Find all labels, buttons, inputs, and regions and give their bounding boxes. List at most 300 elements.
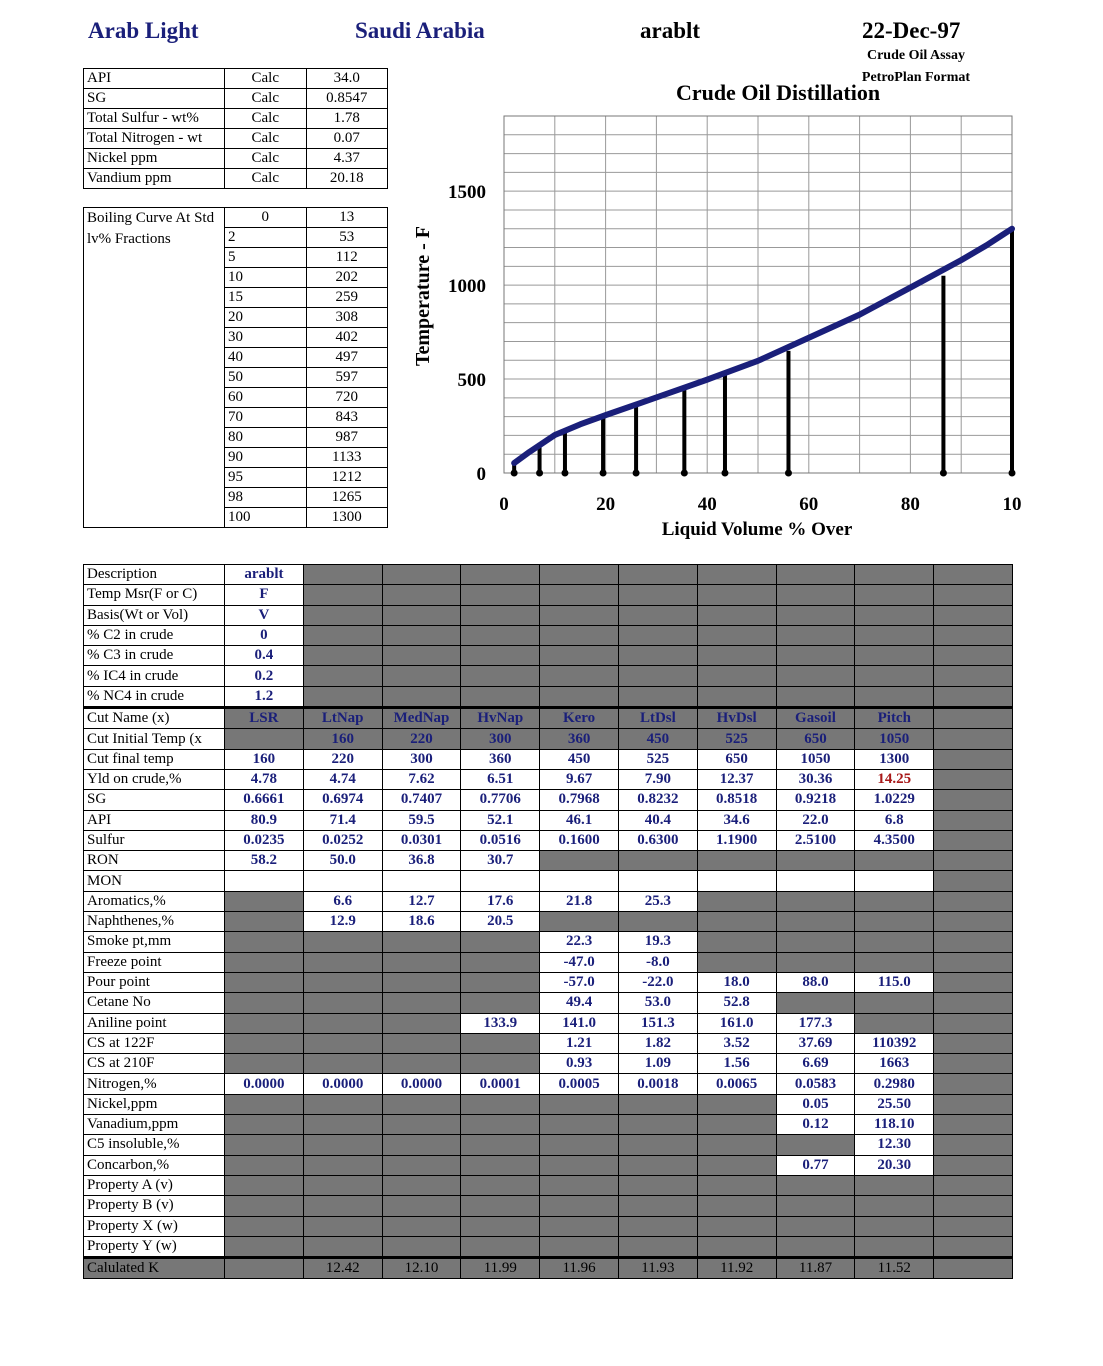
cut-value: 0.0252 (303, 830, 382, 850)
cut-value (303, 1216, 382, 1236)
blank-cell (303, 605, 382, 625)
crude-properties-table (83, 68, 388, 189)
blank-cell (697, 625, 776, 645)
cut-value (225, 1196, 304, 1216)
cut-value-extra (934, 769, 1013, 789)
blank-cell (934, 666, 1013, 686)
cut-value (303, 952, 382, 972)
property-source: Calc (225, 129, 307, 149)
blank-cell (697, 646, 776, 666)
cut-value: HvNap (461, 708, 540, 729)
cut-value: 1.0229 (855, 790, 934, 810)
cut-value: 300 (382, 749, 461, 769)
row-label: Cut final temp (84, 749, 225, 769)
cut-value: LSR (225, 708, 304, 729)
blank-cell (855, 625, 934, 645)
row-label: Nickel,ppm (84, 1094, 225, 1114)
cut-value: -47.0 (540, 952, 619, 972)
cut-row (84, 932, 1013, 952)
cut-value (776, 891, 855, 911)
row-label: Cut Initial Temp (x (84, 729, 225, 749)
blank-cell (382, 646, 461, 666)
cut-value (225, 993, 304, 1013)
row-label: Naphthenes,% (84, 912, 225, 932)
blank-cell (540, 686, 619, 707)
cut-value (618, 871, 697, 891)
cut-value: 0.0301 (382, 830, 461, 850)
cut-value (697, 891, 776, 911)
cut-value-extra (934, 1115, 1013, 1135)
x-tick-label: 20 (596, 494, 616, 515)
description-value: 0 (225, 625, 304, 645)
country-name: Saudi Arabia (355, 18, 485, 43)
boiling-volume: 30 (225, 328, 307, 348)
cut-value (776, 1216, 855, 1236)
cut-value-extra (934, 912, 1013, 932)
boiling-row (84, 208, 388, 228)
cut-value-extra (934, 729, 1013, 749)
cut-row (84, 830, 1013, 850)
boiling-volume: 10 (225, 268, 307, 288)
cut-row (84, 1115, 1013, 1135)
blank-cell (461, 605, 540, 625)
cut-row (84, 1196, 1013, 1216)
cut-value: 14.25 (855, 769, 934, 789)
cut-value: 110392 (855, 1033, 934, 1053)
blank-cell (540, 666, 619, 686)
cut-value: 50.0 (303, 851, 382, 871)
cut-bar-base (511, 470, 518, 477)
cut-value: 0.0005 (540, 1074, 619, 1094)
cut-value-extra (934, 891, 1013, 911)
blank-cell (382, 625, 461, 645)
cut-value: 0.2980 (855, 1074, 934, 1094)
cut-value: 161.0 (697, 1013, 776, 1033)
cut-value: 52.8 (697, 993, 776, 1013)
cut-value: 650 (697, 749, 776, 769)
blank-cell (382, 565, 461, 585)
row-label: Vanadium,ppm (84, 1115, 225, 1135)
row-label: C5 insoluble,% (84, 1135, 225, 1155)
cut-value (697, 871, 776, 891)
cut-value (540, 1216, 619, 1236)
cut-value: 160 (225, 749, 304, 769)
cut-value: 1.21 (540, 1033, 619, 1053)
cut-value (225, 729, 304, 749)
blank-cell (618, 686, 697, 707)
blank-cell (855, 565, 934, 585)
cut-value (225, 912, 304, 932)
cut-value: 1.56 (697, 1054, 776, 1074)
boiling-temp: 13 (306, 208, 388, 228)
cut-value: 0.9218 (776, 790, 855, 810)
property-row (84, 169, 388, 189)
boiling-temp: 1133 (306, 448, 388, 468)
cut-value-extra (934, 1196, 1013, 1216)
property-row (84, 89, 388, 109)
cut-value: 34.6 (697, 810, 776, 830)
cut-value: 25.50 (855, 1094, 934, 1114)
boiling-temp: 597 (306, 368, 388, 388)
property-value: 0.8547 (306, 89, 388, 109)
y-tick-label: 1500 (448, 182, 486, 204)
chart-title: Crude Oil Distillation (675, 80, 881, 105)
blank-cell (697, 666, 776, 686)
cut-value: 0.93 (540, 1054, 619, 1074)
boiling-temp: 1265 (306, 488, 388, 508)
cut-value: Pitch (855, 708, 934, 729)
cut-value (303, 932, 382, 952)
description-value: V (225, 605, 304, 625)
description-row (84, 565, 1013, 585)
cut-value (540, 912, 619, 932)
cut-bar-base (1009, 470, 1016, 477)
cut-properties-table (83, 564, 1013, 1279)
cut-value (855, 952, 934, 972)
cut-row (84, 1094, 1013, 1114)
cut-value (618, 1196, 697, 1216)
cut-value (618, 851, 697, 871)
row-label: Calulated K (84, 1258, 225, 1279)
cut-value (855, 1175, 934, 1195)
cut-value (461, 1033, 540, 1053)
cut-value: 52.1 (461, 810, 540, 830)
property-value: 1.78 (306, 109, 388, 129)
row-label: Property Y (w) (84, 1236, 225, 1257)
boiling-temp: 402 (306, 328, 388, 348)
cut-bar-base (600, 470, 607, 477)
cut-value: 6.6 (303, 891, 382, 911)
cut-value: 20.5 (461, 912, 540, 932)
cut-value (303, 1013, 382, 1033)
cut-value (540, 851, 619, 871)
cut-value (855, 891, 934, 911)
cut-value (855, 912, 934, 932)
cut-value (855, 851, 934, 871)
blank-cell (776, 666, 855, 686)
cut-value (697, 1115, 776, 1135)
property-label: SG (84, 89, 225, 109)
cut-value (225, 932, 304, 952)
cut-value-extra (934, 932, 1013, 952)
cut-value: 0.8518 (697, 790, 776, 810)
property-value: 34.0 (306, 69, 388, 89)
cut-value: 525 (618, 749, 697, 769)
blank-cell (303, 686, 382, 707)
cut-value: 0.7706 (461, 790, 540, 810)
cut-value: HvDsl (697, 708, 776, 729)
row-label: Pour point (84, 972, 225, 992)
property-value: 0.07 (306, 129, 388, 149)
blank-cell (855, 646, 934, 666)
boiling-temp: 259 (306, 288, 388, 308)
row-label: SG (84, 790, 225, 810)
cut-value (540, 1175, 619, 1195)
cut-value (855, 871, 934, 891)
cut-value: 11.99 (461, 1258, 540, 1279)
row-label: Smoke pt,mm (84, 932, 225, 952)
blank-cell (618, 666, 697, 686)
cut-value: -57.0 (540, 972, 619, 992)
cut-value (540, 1236, 619, 1257)
cut-value (382, 1236, 461, 1257)
blank-cell (303, 666, 382, 686)
blank-cell (303, 625, 382, 645)
blank-cell (776, 585, 855, 605)
cut-value (225, 1094, 304, 1114)
cut-value: 11.52 (855, 1258, 934, 1279)
cut-value: 220 (382, 729, 461, 749)
cut-value: 0.0018 (618, 1074, 697, 1094)
cut-value (776, 1175, 855, 1195)
crude-code: arablt (640, 18, 701, 43)
cut-row (84, 851, 1013, 871)
blank-cell (540, 605, 619, 625)
cut-row (84, 1135, 1013, 1155)
description-row (84, 646, 1013, 666)
row-label: Nitrogen,% (84, 1074, 225, 1094)
cut-value-extra (934, 952, 1013, 972)
row-label: % C3 in crude (84, 646, 225, 666)
property-label: Nickel ppm (84, 149, 225, 169)
cut-value (382, 1135, 461, 1155)
cut-value (461, 871, 540, 891)
boiling-volume: 100 (225, 508, 307, 528)
crude-name: Arab Light (88, 18, 199, 43)
property-source: Calc (225, 69, 307, 89)
cut-value (225, 1135, 304, 1155)
cut-value: 12.37 (697, 769, 776, 789)
boiling-volume: 15 (225, 288, 307, 308)
cut-value: 0.0065 (697, 1074, 776, 1094)
blank-cell (461, 646, 540, 666)
cut-value: 0.0516 (461, 830, 540, 850)
cut-row (84, 1013, 1013, 1033)
cut-value: 11.93 (618, 1258, 697, 1279)
cut-value: 6.69 (776, 1054, 855, 1074)
cut-value (225, 1033, 304, 1053)
cut-value (461, 1155, 540, 1175)
boiling-volume: 5 (225, 248, 307, 268)
cut-value: 22.0 (776, 810, 855, 830)
blank-cell (618, 605, 697, 625)
cut-value (855, 1013, 934, 1033)
cut-value: 25.3 (618, 891, 697, 911)
cut-value: Kero (540, 708, 619, 729)
cut-value (303, 1033, 382, 1053)
cut-value: 12.9 (303, 912, 382, 932)
cut-value: 0.0583 (776, 1074, 855, 1094)
cut-value: Gasoil (776, 708, 855, 729)
cut-value: 0.6661 (225, 790, 304, 810)
cut-value (225, 1155, 304, 1175)
property-label: Total Nitrogen - wt (84, 129, 225, 149)
cut-value (540, 1135, 619, 1155)
cut-value (225, 1258, 304, 1279)
cut-value: 36.8 (382, 851, 461, 871)
row-label: CS at 210F (84, 1054, 225, 1074)
x-tick-label: 80 (900, 494, 920, 515)
boiling-volume: 90 (225, 448, 307, 468)
blank-cell (855, 605, 934, 625)
cut-value: 0.05 (776, 1094, 855, 1114)
cut-value: 11.92 (697, 1258, 776, 1279)
cut-value: 300 (461, 729, 540, 749)
cut-value-extra (934, 1094, 1013, 1114)
cut-value (303, 1094, 382, 1114)
boiling-volume: 70 (225, 408, 307, 428)
description-row (84, 605, 1013, 625)
cut-row (84, 729, 1013, 749)
y-tick-label: 1000 (448, 276, 486, 298)
cut-value: 17.6 (461, 891, 540, 911)
cut-value: 21.8 (540, 891, 619, 911)
cut-value: 0.0235 (225, 830, 304, 850)
cut-bar-base (940, 470, 947, 477)
cut-value: 360 (540, 729, 619, 749)
cut-value (540, 1115, 619, 1135)
cut-value (697, 932, 776, 952)
cut-value (382, 993, 461, 1013)
cut-value (225, 1236, 304, 1257)
blank-cell (303, 585, 382, 605)
cut-value-extra (934, 1155, 1013, 1175)
property-row (84, 109, 388, 129)
cut-value (382, 932, 461, 952)
cut-value: 151.3 (618, 1013, 697, 1033)
cut-value (776, 1135, 855, 1155)
blank-cell (855, 666, 934, 686)
blank-cell (934, 605, 1013, 625)
cut-value (776, 871, 855, 891)
cut-value (618, 1094, 697, 1114)
cut-value: -22.0 (618, 972, 697, 992)
cut-row (84, 1236, 1013, 1257)
cut-value: 11.96 (540, 1258, 619, 1279)
cut-bar-base (536, 470, 543, 477)
cut-value: 22.3 (540, 932, 619, 952)
cut-row (84, 1216, 1013, 1236)
x-tick-label: 0 (499, 494, 509, 515)
blank-cell (540, 625, 619, 645)
distillation-curve (514, 229, 1012, 463)
cut-value (776, 912, 855, 932)
blank-cell (618, 625, 697, 645)
y-tick-label: 500 (457, 370, 486, 392)
cut-value (382, 1013, 461, 1033)
cut-value-extra (934, 1236, 1013, 1257)
cut-value: 0.77 (776, 1155, 855, 1175)
blank-cell (461, 666, 540, 686)
y-axis-label: Temperature - F (412, 226, 434, 366)
cut-value (225, 1175, 304, 1195)
description-row (84, 666, 1013, 686)
cut-value: 58.2 (225, 851, 304, 871)
blank-cell (461, 686, 540, 707)
cut-bar-base (681, 470, 688, 477)
boiling-volume: 50 (225, 368, 307, 388)
cut-value-extra (934, 810, 1013, 830)
cut-value: MedNap (382, 708, 461, 729)
cut-value (618, 1175, 697, 1195)
cut-value (461, 932, 540, 952)
cut-value (697, 1094, 776, 1114)
cut-value: LtNap (303, 708, 382, 729)
cut-value-extra (934, 749, 1013, 769)
cut-value: 450 (618, 729, 697, 749)
cut-value: 19.3 (618, 932, 697, 952)
cut-value: 12.7 (382, 891, 461, 911)
cut-row (84, 810, 1013, 830)
cut-row (84, 1258, 1013, 1279)
blank-cell (540, 565, 619, 585)
cut-value-extra (934, 871, 1013, 891)
cut-value-extra (934, 972, 1013, 992)
cut-value (697, 912, 776, 932)
row-label: Cetane No (84, 993, 225, 1013)
cut-row (84, 790, 1013, 810)
cut-value: 0.6974 (303, 790, 382, 810)
cut-row (84, 952, 1013, 972)
boiling-temp: 112 (306, 248, 388, 268)
blank-cell (382, 686, 461, 707)
blank-cell (776, 625, 855, 645)
row-label: RON (84, 851, 225, 871)
cut-value: 7.90 (618, 769, 697, 789)
cut-value (776, 1236, 855, 1257)
boiling-temp: 720 (306, 388, 388, 408)
cut-row (84, 1074, 1013, 1094)
row-label: Cut Name (x) (84, 708, 225, 729)
cut-value: 0.0001 (461, 1074, 540, 1094)
cut-value (618, 1155, 697, 1175)
cut-value-extra (934, 1033, 1013, 1053)
blank-cell (776, 686, 855, 707)
cut-value: 6.8 (855, 810, 934, 830)
cut-value (540, 1094, 619, 1114)
cut-value-extra (934, 993, 1013, 1013)
cut-value: LtDsl (618, 708, 697, 729)
cut-value (855, 1236, 934, 1257)
blank-cell (540, 585, 619, 605)
cut-value (382, 871, 461, 891)
boiling-temp: 1300 (306, 508, 388, 528)
cut-value: 1050 (776, 749, 855, 769)
row-label: % NC4 in crude (84, 686, 225, 707)
cut-value: 71.4 (303, 810, 382, 830)
description-row (84, 625, 1013, 645)
cut-value: 2.5100 (776, 830, 855, 850)
cut-value (225, 1115, 304, 1135)
cut-value (776, 932, 855, 952)
property-value: 20.18 (306, 169, 388, 189)
cut-value (461, 1216, 540, 1236)
row-label: Freeze point (84, 952, 225, 972)
cut-value: 0.7407 (382, 790, 461, 810)
cut-value: 118.10 (855, 1115, 934, 1135)
blank-cell (618, 646, 697, 666)
blank-cell (382, 605, 461, 625)
cut-value: 6.51 (461, 769, 540, 789)
cut-value (225, 1216, 304, 1236)
row-label: Aniline point (84, 1013, 225, 1033)
description-value: arablt (225, 565, 304, 585)
cut-value (461, 972, 540, 992)
blank-cell (303, 646, 382, 666)
cut-value-extra (934, 1258, 1013, 1279)
cut-value-extra (934, 830, 1013, 850)
row-label: Property A (v) (84, 1175, 225, 1195)
